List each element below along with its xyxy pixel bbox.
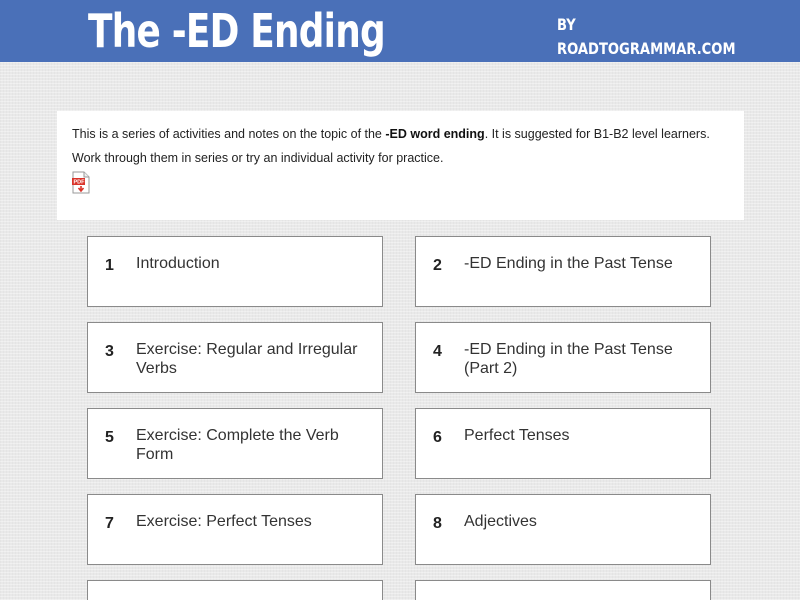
activity-card-7[interactable] bbox=[87, 494, 383, 565]
pdf-icon-graphic bbox=[72, 171, 90, 194]
activity-title: Perfect Tenses bbox=[464, 427, 570, 444]
activity-card-4[interactable] bbox=[415, 322, 711, 393]
activity-card-3[interactable] bbox=[87, 322, 383, 393]
activity-number: 6 bbox=[433, 429, 442, 446]
activity-title: Exercise: Complete the Verb Form bbox=[136, 427, 339, 463]
site-header bbox=[0, 0, 800, 62]
activity-card-1[interactable] bbox=[87, 236, 383, 307]
page-title: The -ED Ending bbox=[88, 4, 385, 58]
activity-number: 5 bbox=[105, 429, 114, 446]
activity-title: -ED Ending in the Past Tense bbox=[464, 255, 673, 272]
header-by-label: BY bbox=[557, 15, 576, 34]
activity-card-partial-right[interactable] bbox=[415, 580, 711, 600]
activity-title: Adjectives bbox=[464, 513, 537, 530]
intro-topic-bold: -ED word ending bbox=[385, 127, 485, 141]
activity-number: 1 bbox=[105, 257, 114, 274]
intro-text-end: . It is suggested for B1-B2 level learners. Work through them in series or try an individual activity for practice. bbox=[72, 127, 710, 165]
pdf-document-icon[interactable] bbox=[72, 171, 90, 194]
intro-text-start: This is a series of activities and notes on the topic of the bbox=[72, 127, 386, 141]
activity-card-partial-left[interactable] bbox=[87, 580, 383, 600]
activity-number: 2 bbox=[433, 257, 442, 274]
activity-number: 8 bbox=[433, 515, 442, 532]
svg-text:PDF: PDF bbox=[73, 179, 85, 186]
activity-number: 4 bbox=[433, 343, 442, 360]
activity-card-6[interactable] bbox=[415, 408, 711, 479]
activity-card-5[interactable] bbox=[87, 408, 383, 479]
activity-number: 3 bbox=[105, 343, 114, 360]
activity-number: 7 bbox=[105, 515, 114, 532]
activity-title: Exercise: Regular and Irregular Verbs bbox=[136, 341, 358, 377]
activity-title: Exercise: Perfect Tenses bbox=[136, 513, 312, 530]
intro-panel bbox=[57, 111, 744, 220]
activity-title: Introduction bbox=[136, 255, 220, 272]
activity-card-2[interactable] bbox=[415, 236, 711, 307]
site-name-link[interactable]: ROADTOGRAMMAR.COM bbox=[557, 39, 736, 58]
activity-card-8[interactable] bbox=[415, 494, 711, 565]
intro-description bbox=[72, 122, 732, 170]
activity-title: -ED Ending in the Past Tense (Part 2) bbox=[464, 341, 673, 377]
